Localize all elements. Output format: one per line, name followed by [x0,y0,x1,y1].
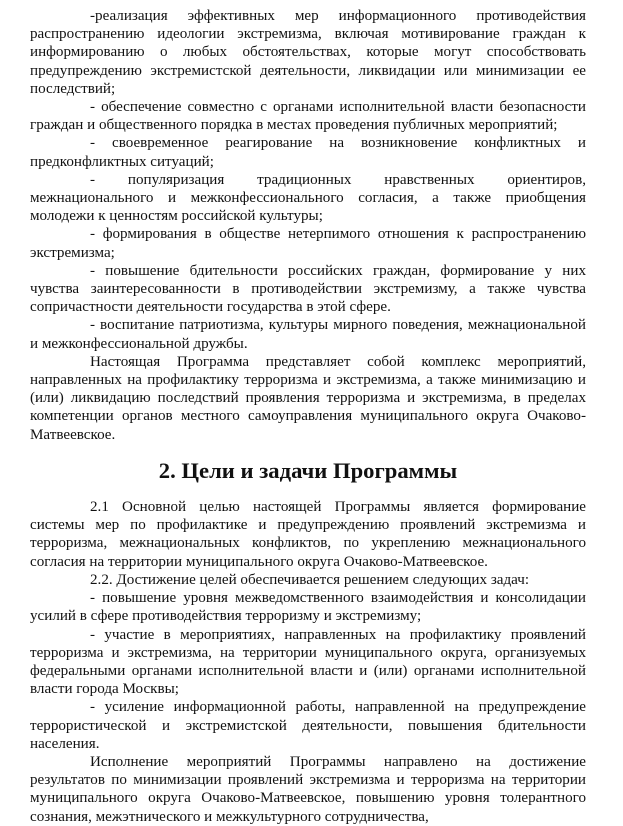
document-page [30,7,586,826]
list-item: - воспитание патриотизма, культуры мирного поведения, межнациональной и межконфессиональной дружбы. [30,317,586,352]
list-item: - усиление информационной работы, направленной на предупреждение террористической и экстремистской деятельности, повышения бдительности населения. [30,699,586,752]
list-item: - своевременное реагирование на возникновение конфликтных и предконфликтных ситуаций; [30,135,586,170]
list-item: - популяризация традиционных нравственных ориентиров, межнационального и межконфессионального согласия, а также приобщения молодежи к ценностям российской культуры; [30,171,586,225]
closing-paragraph: Исполнение мероприятий Программы направлено на достижение результатов по минимизации проявлений экстремизма и терроризма на территории муниципального округа Очаково-Матвеевское, повышению уровня толерантного сознания, межэтнического и межкультурного сотрудничества, [30,753,586,825]
list-item: - участие в мероприятиях, направленных на профилактику проявлений терроризма и экстремизма, на территории муниципального округа, организуемых федеральными органами исполнительной власти и (или) органами исполнительной власти города Москвы; [30,626,586,698]
list-item: - формирования в обществе нетерпимого отношения к распространению экстремизма; [30,226,586,261]
list-item: - обеспечение совместно с органами исполнительной власти безопасности граждан и общественного порядка в местах проведения публичных мероприятий; [30,99,586,134]
section-heading: 2. Цели и задачи Программы [158,457,458,483]
goal-paragraph: 2.1 Основной целью настоящей Программы является формирование системы мер по профилактике и предупреждению проявлений экстремизма и терроризма, межнациональных конфликтов, по укреплению межнационального согласия на территории муниципального округа Очаково-Матвеевское. [30,499,586,570]
list-item: -реализация эффективных мер информационного противодействия распространению идеологии экстремизма, включая мотивирование граждан к информированию о любых обстоятельствах, которые могут способствовать предупреждению экстремистской деятельности, ликвидации или минимизации ее последствий; [30,8,586,97]
tasks-intro-paragraph: 2.2. Достижение целей обеспечивается решением следующих задач: [90,571,530,588]
list-item: - повышение уровня межведомственного взаимодействия и консолидации усилий в сфере противодействия терроризму и экстремизму; [30,590,586,625]
program-summary-paragraph: Настоящая Программа представляет собой комплекс мероприятий, направленных на профилактику терроризма и экстремизма, а также минимизацию и (или) ликвидацию последствий проявления терроризма и экстремизма, в пределах компетенции органов местного самоуправления муниципального округа Очаково-Матвеевское. [30,353,586,443]
list-item: - повышение бдительности российских граждан, формирование у них чувства заинтересованности в противодействии экстремизму, а также чувства сопричастности деятельности государства в этой сфере. [30,262,586,316]
